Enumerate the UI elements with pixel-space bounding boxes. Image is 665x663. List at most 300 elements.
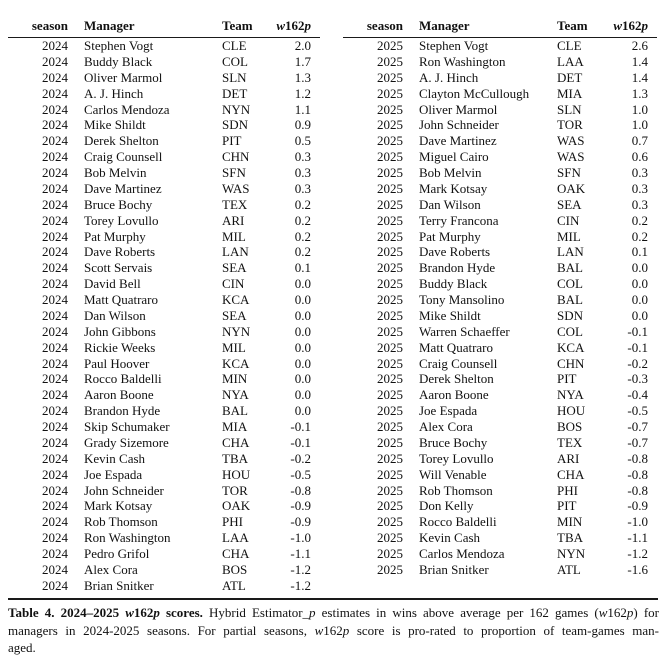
cell-manager: Aaron Boone <box>419 387 489 403</box>
table-row <box>8 546 320 562</box>
cell-team: CHN <box>222 149 250 165</box>
cell-team: DET <box>557 69 583 85</box>
text-segment: w <box>276 18 285 33</box>
cell-manager: Dave Martinez <box>84 180 162 196</box>
cell-season: 2025 <box>377 514 403 530</box>
table-row <box>343 229 657 245</box>
cell-manager: Torey Lovullo <box>84 212 159 228</box>
cell-manager: Stephen Vogt <box>419 38 489 53</box>
table-row <box>343 86 657 102</box>
cell-team: OAK <box>557 180 586 196</box>
cell-team: KCA <box>222 292 250 307</box>
cell-season: 2024 <box>42 419 68 434</box>
cell-team: LAA <box>222 530 249 546</box>
text-segment: scores. <box>159 605 203 620</box>
cell-team: ARI <box>222 212 245 228</box>
cell-season: 2024 <box>42 260 68 276</box>
cell-season: 2025 <box>377 133 403 149</box>
cell-team: SEA <box>222 307 247 323</box>
cell-team: MIN <box>557 514 583 530</box>
table-row <box>343 70 657 86</box>
cell-w162p: 1.4 <box>631 69 648 85</box>
cell-season: 2025 <box>377 244 403 260</box>
cell-team: TBA <box>557 530 583 546</box>
table-body-2025 <box>343 38 657 578</box>
cell-manager: Rocco Baldelli <box>84 371 162 387</box>
cell-season: 2025 <box>377 434 403 450</box>
cell-season: 2025 <box>377 117 403 133</box>
cell-team: BAL <box>222 403 248 419</box>
table-row <box>8 403 320 419</box>
cell-w162p: 0.0 <box>294 307 311 323</box>
table-caption <box>8 604 659 657</box>
table-row <box>8 213 320 229</box>
cell-w162p: 0.2 <box>631 212 648 228</box>
cell-w162p: 1.4 <box>631 53 648 69</box>
cell-w162p: 0.3 <box>631 180 648 196</box>
cell-w162p: -0.1 <box>290 434 311 450</box>
cell-season: 2025 <box>377 498 403 514</box>
text-segment: 162 <box>285 18 305 33</box>
table-row <box>343 546 657 562</box>
cell-team: PHI <box>557 482 578 498</box>
cell-season: 2024 <box>42 498 68 514</box>
cell-w162p: 0.5 <box>294 133 311 149</box>
cell-team: SFN <box>222 165 246 180</box>
cell-season: 2024 <box>42 434 68 450</box>
cell-team: WAS <box>557 133 585 149</box>
cell-w162p: -0.2 <box>627 355 648 371</box>
cell-team: MIN <box>222 371 248 387</box>
table-row <box>343 197 657 213</box>
cell-season: 2024 <box>42 180 68 196</box>
cell-team: BAL <box>557 260 583 276</box>
cell-team: TEX <box>557 434 583 450</box>
cell-w162p: 0.0 <box>294 276 311 292</box>
cell-season: 2024 <box>42 371 68 387</box>
cell-w162p: 0.2 <box>294 196 311 212</box>
cell-team: OAK <box>222 498 251 514</box>
cell-team: CIN <box>557 212 580 228</box>
cell-team: CLE <box>222 38 247 53</box>
cell-manager: Derek Shelton <box>84 133 159 149</box>
cell-season: 2025 <box>377 292 403 307</box>
cell-team: CHA <box>222 434 250 450</box>
table-row <box>343 467 657 483</box>
text-segment: p <box>626 605 634 620</box>
table-row <box>8 308 320 324</box>
table-header-row-2025 <box>343 14 657 38</box>
cell-team: ATL <box>557 561 581 577</box>
cell-w162p: -0.4 <box>627 387 648 403</box>
cell-team: MIL <box>222 228 246 244</box>
cell-manager: Dave Roberts <box>419 244 491 260</box>
cell-team: CIN <box>222 276 245 292</box>
cell-manager: Joe Espada <box>419 403 478 419</box>
table-row <box>8 419 320 435</box>
cell-season: 2024 <box>42 149 68 165</box>
cell-manager: Warren Schaeffer <box>419 323 510 339</box>
cell-manager: Kevin Cash <box>419 530 481 546</box>
cell-w162p: -0.5 <box>290 466 311 482</box>
cell-w162p: 0.6 <box>631 149 648 165</box>
cell-w162p: 0.0 <box>294 323 311 339</box>
cell-manager: Stephen Vogt <box>84 38 154 53</box>
cell-manager: Oliver Marmol <box>84 69 163 85</box>
text-segment: w <box>125 605 134 620</box>
table-row <box>343 165 657 181</box>
cell-manager: Carlos Mendoza <box>419 546 505 561</box>
cell-team: BOS <box>557 419 583 434</box>
table-row <box>8 324 320 340</box>
cell-team: SDN <box>222 117 249 133</box>
column-header-season: season <box>8 14 68 38</box>
cell-manager: Ron Washington <box>84 530 171 546</box>
cell-w162p: 1.0 <box>631 101 648 117</box>
cell-w162p: 0.0 <box>631 276 648 292</box>
cell-manager: Pat Murphy <box>419 228 481 244</box>
cell-season: 2025 <box>377 450 403 466</box>
cell-w162p: -0.1 <box>627 323 648 339</box>
cell-season: 2024 <box>42 292 68 307</box>
cell-w162p: 1.3 <box>631 85 648 101</box>
cell-w162p: -0.8 <box>627 482 648 498</box>
table-row <box>343 181 657 197</box>
cell-season: 2024 <box>42 466 68 482</box>
cell-w162p: -0.1 <box>290 419 311 434</box>
cell-w162p: -0.9 <box>290 514 311 530</box>
cell-manager: Brian Snitker <box>419 561 489 577</box>
cell-w162p: -0.8 <box>627 466 648 482</box>
w162p-table-2024 <box>8 14 320 594</box>
cell-team: LAN <box>557 244 584 260</box>
cell-manager: Derek Shelton <box>419 371 494 387</box>
table-row <box>343 54 657 70</box>
table-row <box>343 371 657 387</box>
text-segment: aged. <box>8 640 36 655</box>
table-row <box>343 324 657 340</box>
text-segment: w <box>598 605 608 620</box>
cell-manager: Kevin Cash <box>84 450 146 466</box>
text-segment: Table 4. 2024–2025 <box>8 605 126 620</box>
table-row <box>8 260 320 276</box>
cell-team: PHI <box>222 514 243 530</box>
cell-w162p: 0.3 <box>294 165 311 180</box>
cell-w162p: 0.0 <box>294 292 311 307</box>
table-row <box>8 435 320 451</box>
cell-manager: Mike Shildt <box>84 117 146 133</box>
cell-manager: Joe Espada <box>84 466 143 482</box>
cell-manager: Torey Lovullo <box>419 450 494 466</box>
table-row <box>343 133 657 149</box>
table-row <box>8 498 320 514</box>
cell-manager: Alex Cora <box>419 419 473 434</box>
cell-team: MIL <box>222 339 246 355</box>
cell-season: 2024 <box>42 244 68 260</box>
table-row <box>343 387 657 403</box>
cell-team: PIT <box>557 498 577 514</box>
cell-season: 2024 <box>42 212 68 228</box>
cell-w162p: 0.2 <box>294 212 311 228</box>
table-row <box>343 308 657 324</box>
cell-season: 2024 <box>42 450 68 466</box>
cell-manager: Grady Sizemore <box>84 434 169 450</box>
cell-season: 2024 <box>42 307 68 323</box>
table-row <box>8 356 320 372</box>
cell-w162p: 0.0 <box>294 403 311 419</box>
cell-season: 2024 <box>42 101 68 117</box>
cell-season: 2025 <box>377 165 403 180</box>
table-row <box>343 483 657 499</box>
text-segment: estimates in wins above average per 162 games ( <box>315 605 599 620</box>
cell-team: SLN <box>557 101 582 117</box>
cell-team: PIT <box>222 133 242 149</box>
table-body-2024 <box>8 38 320 594</box>
cell-season: 2024 <box>42 530 68 546</box>
cell-season: 2024 <box>42 133 68 149</box>
cell-season: 2024 <box>42 339 68 355</box>
cell-season: 2025 <box>377 212 403 228</box>
cell-team: NYN <box>557 546 586 561</box>
cell-manager: Rickie Weeks <box>84 339 156 355</box>
text-segment: 162 <box>133 605 154 620</box>
cell-team: HOU <box>557 403 586 419</box>
cell-manager: Bob Melvin <box>84 165 147 180</box>
w162p-table-2025 <box>343 14 657 578</box>
cell-w162p: 0.1 <box>294 260 311 276</box>
cell-season: 2024 <box>42 514 68 530</box>
cell-manager: Carlos Mendoza <box>84 101 170 117</box>
cell-manager: Matt Quatraro <box>84 292 159 307</box>
cell-w162p: 0.0 <box>294 387 311 403</box>
cell-w162p: 0.0 <box>631 307 648 323</box>
cell-w162p: 1.0 <box>631 117 648 133</box>
text-segment: Hybrid Estimator_ <box>202 605 310 620</box>
text-segment: p <box>304 18 311 33</box>
cell-season: 2025 <box>377 466 403 482</box>
text-segment: p <box>342 622 350 638</box>
cell-team: BAL <box>557 292 583 307</box>
cell-season: 2025 <box>377 53 403 69</box>
cell-team: TEX <box>222 196 248 212</box>
cell-manager: Tony Mansolino <box>419 292 505 307</box>
text-segment: ) for <box>633 605 659 620</box>
cell-team: MIL <box>557 228 581 244</box>
cell-team: DET <box>222 85 248 101</box>
table-row <box>343 149 657 165</box>
cell-season: 2024 <box>42 117 68 133</box>
text-segment: p <box>641 18 648 33</box>
cell-team: WAS <box>557 149 585 165</box>
cell-manager: Scott Servais <box>84 260 153 276</box>
table-row <box>343 514 657 530</box>
column-header-team: Team <box>222 14 262 38</box>
column-header-season: season <box>343 14 403 38</box>
cell-team: SFN <box>557 165 581 180</box>
cell-manager: Craig Counsell <box>84 149 163 165</box>
caption-line <box>8 622 659 640</box>
cell-manager: Buddy Black <box>84 53 153 69</box>
text-segment: p <box>309 605 316 620</box>
table-bottom-rule <box>8 598 658 600</box>
cell-w162p: 0.3 <box>631 165 648 180</box>
cell-team: LAN <box>222 244 249 260</box>
cell-season: 2025 <box>377 339 403 355</box>
cell-manager: A. J. Hinch <box>84 85 144 101</box>
cell-season: 2024 <box>42 323 68 339</box>
table-row <box>343 102 657 118</box>
table-row <box>8 229 320 245</box>
table-row <box>8 38 320 54</box>
cell-team: PIT <box>557 371 577 387</box>
cell-manager: Paul Hoover <box>84 355 150 371</box>
cell-manager: Don Kelly <box>419 498 474 514</box>
cell-manager: Bob Melvin <box>419 165 482 180</box>
cell-manager: Oliver Marmol <box>419 101 498 117</box>
cell-w162p: 0.3 <box>294 149 311 165</box>
cell-season: 2025 <box>377 355 403 371</box>
cell-season: 2025 <box>377 180 403 196</box>
cell-team: NYA <box>557 387 584 403</box>
cell-team: BOS <box>222 561 248 577</box>
cell-manager: Rob Thomson <box>84 514 158 530</box>
cell-w162p: 0.3 <box>294 180 311 196</box>
cell-w162p: 0.9 <box>294 117 311 133</box>
table-row <box>8 149 320 165</box>
cell-w162p: -0.5 <box>627 403 648 419</box>
cell-w162p: -0.7 <box>627 434 648 450</box>
cell-manager: Bruce Bochy <box>84 196 153 212</box>
cell-team: NYA <box>222 387 249 403</box>
text-segment: 162 <box>323 622 343 638</box>
cell-team: MIA <box>557 85 583 101</box>
table-row <box>343 498 657 514</box>
cell-season: 2025 <box>377 371 403 387</box>
cell-team: CHA <box>557 466 585 482</box>
cell-team: ARI <box>557 450 580 466</box>
cell-season: 2025 <box>377 387 403 403</box>
cell-w162p: -1.1 <box>290 546 311 561</box>
table-row <box>343 451 657 467</box>
cell-manager: Dan Wilson <box>84 307 146 323</box>
table-row <box>8 514 320 530</box>
text-segment: 162 <box>622 18 642 33</box>
cell-w162p: -1.0 <box>627 514 648 530</box>
cell-w162p: -0.9 <box>290 498 311 514</box>
table-row <box>8 387 320 403</box>
cell-w162p: 1.1 <box>294 101 311 117</box>
table-row <box>8 102 320 118</box>
table-row <box>343 340 657 356</box>
cell-manager: Brandon Hyde <box>84 403 161 419</box>
table-row <box>343 562 657 578</box>
table-row <box>8 371 320 387</box>
cell-team: CHN <box>557 355 585 371</box>
cell-season: 2025 <box>377 530 403 546</box>
cell-manager: Pat Murphy <box>84 228 146 244</box>
column-header-w162p <box>262 14 320 38</box>
table-row <box>8 54 320 70</box>
cell-season: 2025 <box>377 482 403 498</box>
table-row <box>343 435 657 451</box>
cell-team: LAA <box>557 53 584 69</box>
cell-manager: Ron Washington <box>419 53 506 69</box>
table-row <box>8 451 320 467</box>
cell-team: SEA <box>222 260 247 276</box>
text-segment: w <box>613 18 622 33</box>
cell-w162p: 0.0 <box>294 339 311 355</box>
cell-team: KCA <box>222 355 250 371</box>
cell-team: CLE <box>557 38 582 53</box>
cell-w162p: 2.0 <box>294 38 311 53</box>
cell-season: 2025 <box>377 546 403 561</box>
cell-w162p: -1.1 <box>627 530 648 546</box>
table-row <box>343 244 657 260</box>
cell-manager: Craig Counsell <box>419 355 498 371</box>
cell-manager: Buddy Black <box>419 276 488 292</box>
cell-manager: John Gibbons <box>84 323 156 339</box>
cell-team: HOU <box>222 466 251 482</box>
cell-manager: Mike Shildt <box>419 307 481 323</box>
cell-season: 2025 <box>377 85 403 101</box>
table-row <box>8 578 320 594</box>
cell-w162p: -0.2 <box>290 450 311 466</box>
column-header-w162p <box>597 14 657 38</box>
cell-manager: Dave Martinez <box>419 133 497 149</box>
cell-w162p: 1.2 <box>294 85 311 101</box>
cell-manager: Will Venable <box>419 466 487 482</box>
table-row <box>343 38 657 54</box>
cell-season: 2024 <box>42 387 68 403</box>
table-row <box>8 340 320 356</box>
cell-w162p: -0.8 <box>627 450 648 466</box>
cell-manager: Mark Kotsay <box>419 180 488 196</box>
cell-manager: John Schneider <box>84 482 164 498</box>
cell-team: SDN <box>557 307 584 323</box>
cell-manager: Dave Roberts <box>84 244 156 260</box>
column-header-manager: Manager <box>68 14 222 38</box>
caption-line <box>8 639 659 657</box>
cell-w162p: -1.6 <box>627 561 648 577</box>
table-row <box>8 70 320 86</box>
cell-w162p: -0.8 <box>290 482 311 498</box>
cell-team: MIA <box>222 419 248 434</box>
cell-season: 2024 <box>42 69 68 85</box>
cell-team: COL <box>557 276 583 292</box>
cell-manager: Miguel Cairo <box>419 149 489 165</box>
cell-w162p: 0.1 <box>631 244 648 260</box>
cell-season: 2024 <box>42 577 68 593</box>
cell-manager: Bruce Bochy <box>419 434 488 450</box>
cell-manager: Rocco Baldelli <box>419 514 497 530</box>
cell-team: TOR <box>222 482 248 498</box>
cell-w162p: 2.6 <box>631 38 648 53</box>
cell-season: 2024 <box>42 228 68 244</box>
table-row <box>8 483 320 499</box>
cell-season: 2024 <box>42 546 68 561</box>
cell-manager: Skip Schumaker <box>84 419 170 434</box>
column-header-manager: Manager <box>403 14 557 38</box>
cell-w162p: -1.0 <box>290 530 311 546</box>
cell-season: 2024 <box>42 403 68 419</box>
cell-manager: A. J. Hinch <box>419 69 479 85</box>
table-row <box>8 133 320 149</box>
cell-w162p: 0.7 <box>631 133 648 149</box>
cell-w162p: -1.2 <box>627 546 648 561</box>
cell-season: 2025 <box>377 403 403 419</box>
cell-w162p: -0.7 <box>627 419 648 434</box>
cell-w162p: 0.2 <box>631 228 648 244</box>
